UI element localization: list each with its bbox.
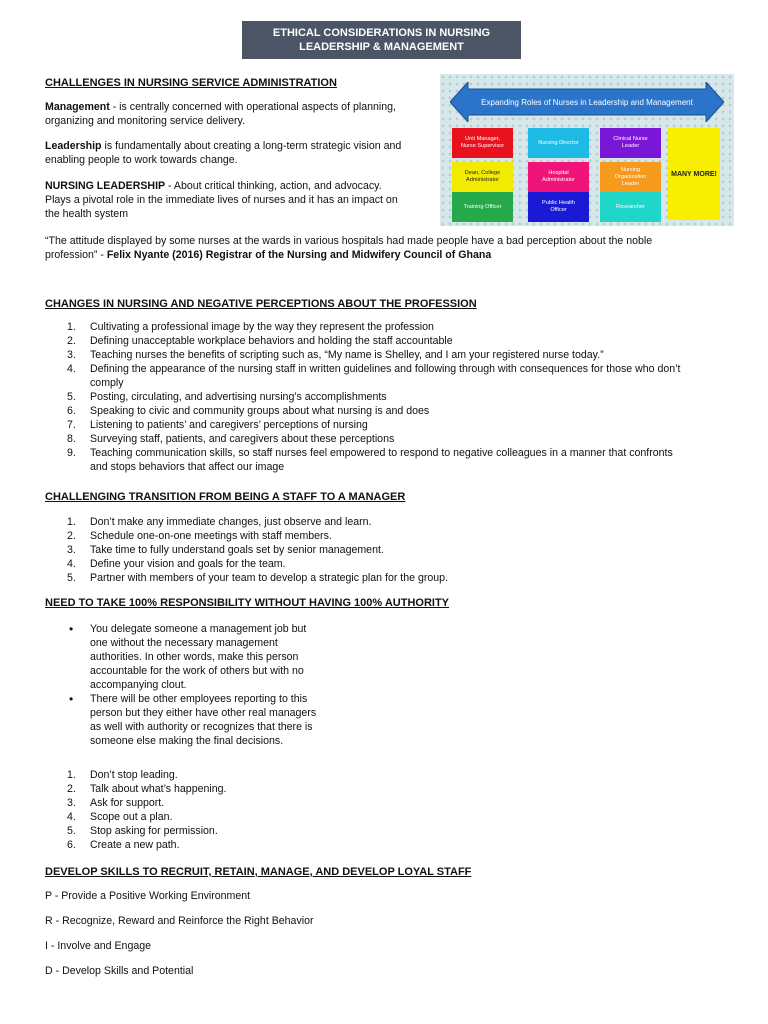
role-tile-line: Public Health <box>542 200 575 206</box>
section-heading-challenges: CHALLENGES IN NURSING SERVICE ADMINISTRATION <box>45 77 337 89</box>
role-tile-line: Researcher <box>616 203 645 210</box>
list-item <box>45 557 735 571</box>
role-tile-label <box>615 167 647 188</box>
roles-diagram <box>440 74 734 226</box>
list-number: 3. <box>67 544 76 556</box>
section-heading-changes: CHANGES IN NURSING AND NEGATIVE PERCEPTIONS ABOUT THE PROFESSION <box>45 298 477 310</box>
list-number: 7. <box>67 419 76 431</box>
list-item <box>45 334 735 348</box>
list-item-text: Defining unacceptable workplace behaviors and holding the staff accountable <box>90 335 453 347</box>
role-tile-label <box>616 204 645 211</box>
management-text-2: organizing and monitoring service delivery. <box>45 115 246 127</box>
list-item-text: Scope out a plan. <box>90 811 173 823</box>
list-number: 1. <box>67 321 76 333</box>
role-tile-label <box>461 136 504 150</box>
list-number: 5. <box>67 391 76 403</box>
list-item <box>45 529 735 543</box>
list-number: 6. <box>67 839 76 851</box>
list-number: 2. <box>67 783 76 795</box>
responsibility-bullets <box>45 622 365 748</box>
list-item-text: Create a new path. <box>90 839 180 851</box>
list-number: 4. <box>67 363 76 375</box>
title-line-1: ETHICAL CONSIDERATIONS IN NURSING <box>272 27 491 39</box>
list-item-text: Don’t stop leading. <box>90 769 178 781</box>
quote-line-2: profession” - <box>45 249 107 261</box>
list-number: 4. <box>67 558 76 570</box>
list-number: 1. <box>67 516 76 528</box>
role-tile <box>452 192 513 222</box>
priority-line: R - Recognize, Reward and Reinforce the Right Behavior <box>45 915 314 927</box>
list-item <box>45 446 735 474</box>
bullet-dot: • <box>69 692 74 706</box>
priority-line: P - Provide a Positive Working Environment <box>45 890 251 902</box>
list-item-text: Posting, circulating, and advertising nursing’s accomplishments <box>90 391 387 403</box>
role-tile-line: Clinical Nurse <box>613 136 648 142</box>
list-item <box>45 515 735 529</box>
bullet-item <box>45 692 365 748</box>
list-number: 1. <box>67 769 76 781</box>
role-tile-line: Organization <box>614 173 647 180</box>
list-item <box>45 432 735 446</box>
bullet-text: There will be other employees reporting to this <box>90 693 308 705</box>
nursing-leadership-text-2: Plays a pivotal role in the immediate lives of nurses and it has an impact on <box>45 194 398 206</box>
role-tile-line: Nursing <box>620 166 641 173</box>
section-heading-responsibility: NEED TO TAKE 100% RESPONSIBILITY WITHOUT HAVING 100% AUTHORITY <box>45 597 450 609</box>
list-item-text: Partner with members of your team to develop a strategic plan for the group. <box>90 572 449 584</box>
nursing-leadership-text-1: - About critical thinking, action, and advocacy. <box>165 180 382 192</box>
role-tile-label <box>542 170 575 184</box>
responsibility-list <box>45 768 365 852</box>
bullet-text: authorities. In other words, make this person <box>90 651 299 663</box>
list-item <box>45 768 365 782</box>
bullet-text: You delegate someone a management job but <box>90 623 307 635</box>
quote-line-1: “The attitude displayed by some nurses at the wards in various hospitals had made people have a bad perception about the noble <box>45 235 653 247</box>
changes-list <box>45 320 735 474</box>
priority-line: I - Involve and Engage <box>45 940 152 952</box>
bullet-text: someone else making the final decisions. <box>90 735 284 747</box>
role-tile-line: Officer <box>550 207 567 213</box>
leadership-paragraph <box>45 139 430 167</box>
role-tile <box>600 128 661 158</box>
role-tile-label <box>538 140 578 147</box>
list-item-text: Cultivating a professional image by the way they represent the profession <box>90 321 434 333</box>
role-tile-line: Leader <box>621 143 640 149</box>
role-tile-label <box>613 136 648 150</box>
role-tile <box>528 128 589 158</box>
role-tile <box>668 128 720 220</box>
role-tile-label <box>671 171 717 178</box>
role-tile-line: Unit Manager, <box>465 136 500 142</box>
list-item <box>45 810 365 824</box>
list-item <box>45 320 735 334</box>
document-title <box>242 21 521 59</box>
role-tile <box>528 162 589 192</box>
bullet-dot: • <box>69 622 74 636</box>
role-tile-label <box>464 204 502 211</box>
list-item-text: Stop asking for permission. <box>90 825 218 837</box>
list-number: 2. <box>67 530 76 542</box>
role-tile <box>452 162 513 192</box>
list-item <box>45 543 735 557</box>
management-text-1: - is centrally concerned with operational aspects of planning, <box>109 101 396 113</box>
list-item <box>45 348 735 362</box>
bullet-text: accompanying clout. <box>90 679 187 691</box>
role-tile-line: MANY MORE! <box>671 170 717 178</box>
list-number: 5. <box>67 572 76 584</box>
list-item-text: Teaching communication skills, so staff nurses feel empowered to respond to negative colleagues in a manner that confronts <box>90 447 673 459</box>
quote-paragraph <box>45 234 735 262</box>
title-line-2: LEADERSHIP & MANAGEMENT <box>299 41 464 53</box>
role-tile-line: Dean, College <box>464 170 501 176</box>
list-item-text: comply <box>90 377 124 389</box>
bullet-text: as well with authority or recognizes that there is <box>90 721 313 733</box>
role-tile-label <box>542 200 575 214</box>
list-item <box>45 418 735 432</box>
leadership-term: Leadership <box>45 140 102 152</box>
bullet-text: person but they either have other real managers <box>90 707 317 719</box>
list-item <box>45 796 365 810</box>
list-item-text: Speaking to civic and community groups about what nursing is and does <box>90 405 430 417</box>
role-tile-line: Leader <box>621 180 640 187</box>
nursing-leadership-paragraph <box>45 179 435 221</box>
list-number: 3. <box>67 797 76 809</box>
bullet-text: accountable for the work of others but with no <box>90 665 304 677</box>
role-tile <box>452 128 513 158</box>
role-tile-line: Hospital <box>548 170 569 176</box>
leadership-text-1: is fundamentally about creating a long-term strategic vision and <box>101 140 402 152</box>
role-tile-line: Training Officer <box>463 203 502 210</box>
transition-list <box>45 515 735 585</box>
quote-attribution: Felix Nyante (2016) Registrar of the Nursing and Midwifery Council of Ghana <box>106 249 492 261</box>
management-term: Management <box>45 101 110 113</box>
management-paragraph <box>45 100 430 128</box>
list-item <box>45 362 735 390</box>
role-tile-line: Administrator <box>466 177 499 183</box>
priority-line: D - Develop Skills and Potential <box>45 965 194 977</box>
list-item-text: Take time to fully understand goals set by senior management. <box>90 544 384 556</box>
role-tile-line: Administrator <box>542 177 575 183</box>
role-tile <box>600 192 661 222</box>
role-tile <box>528 192 589 222</box>
list-item <box>45 390 735 404</box>
list-number: 9. <box>67 447 76 459</box>
list-item-text: Defining the appearance of the nursing staff in written guidelines and following through with consequences for those who don’t <box>90 363 681 375</box>
role-tile-line: Nursing Director <box>538 139 579 146</box>
banner-label: Expanding Roles of Nurses in Leadership and Management <box>481 98 693 107</box>
list-item-text: Define your vision and goals for the team. <box>90 558 286 570</box>
list-item <box>45 824 365 838</box>
list-number: 8. <box>67 433 76 445</box>
list-item <box>45 571 735 585</box>
list-number: 5. <box>67 825 76 837</box>
list-item-text: Schedule one-on-one meetings with staff members. <box>90 530 332 542</box>
list-number: 3. <box>67 349 76 361</box>
list-item-text: and stops behaviors that affect our image <box>90 461 285 473</box>
list-number: 4. <box>67 811 76 823</box>
role-tile-label <box>465 170 500 184</box>
bullet-text: one without the necessary management <box>90 637 278 649</box>
leadership-text-2: enabling people to work towards change. <box>45 154 238 166</box>
list-item-text: Don’t make any immediate changes, just observe and learn. <box>90 516 372 528</box>
nursing-leadership-term: NURSING LEADERSHIP <box>45 180 166 192</box>
nursing-leadership-text-3: the health system <box>45 208 129 220</box>
list-item <box>45 782 365 796</box>
list-item <box>45 838 365 852</box>
section-heading-transition: CHALLENGING TRANSITION FROM BEING A STAFF TO A MANAGER <box>45 491 406 503</box>
list-item-text: Surveying staff, patients, and caregivers about these perceptions <box>90 433 395 445</box>
bullet-item <box>45 622 365 692</box>
list-item-text: Listening to patients’ and caregivers’ perceptions of nursing <box>90 419 368 431</box>
list-item-text: Teaching nurses the benefits of scripting such as, “My name is Shelley, and I am your registered nurse today.” <box>90 349 604 361</box>
list-number: 2. <box>67 335 76 347</box>
list-number: 6. <box>67 405 76 417</box>
role-tile-line: Nurse Supervisor <box>460 143 505 149</box>
list-item <box>45 404 735 418</box>
list-item-text: Talk about what’s happening. <box>90 783 227 795</box>
role-tile <box>600 162 661 192</box>
list-item-text: Ask for support. <box>90 797 165 809</box>
section-heading-develop-skills: DEVELOP SKILLS TO RECRUIT, RETAIN, MANAGE, AND DEVELOP LOYAL STAFF <box>45 866 472 878</box>
